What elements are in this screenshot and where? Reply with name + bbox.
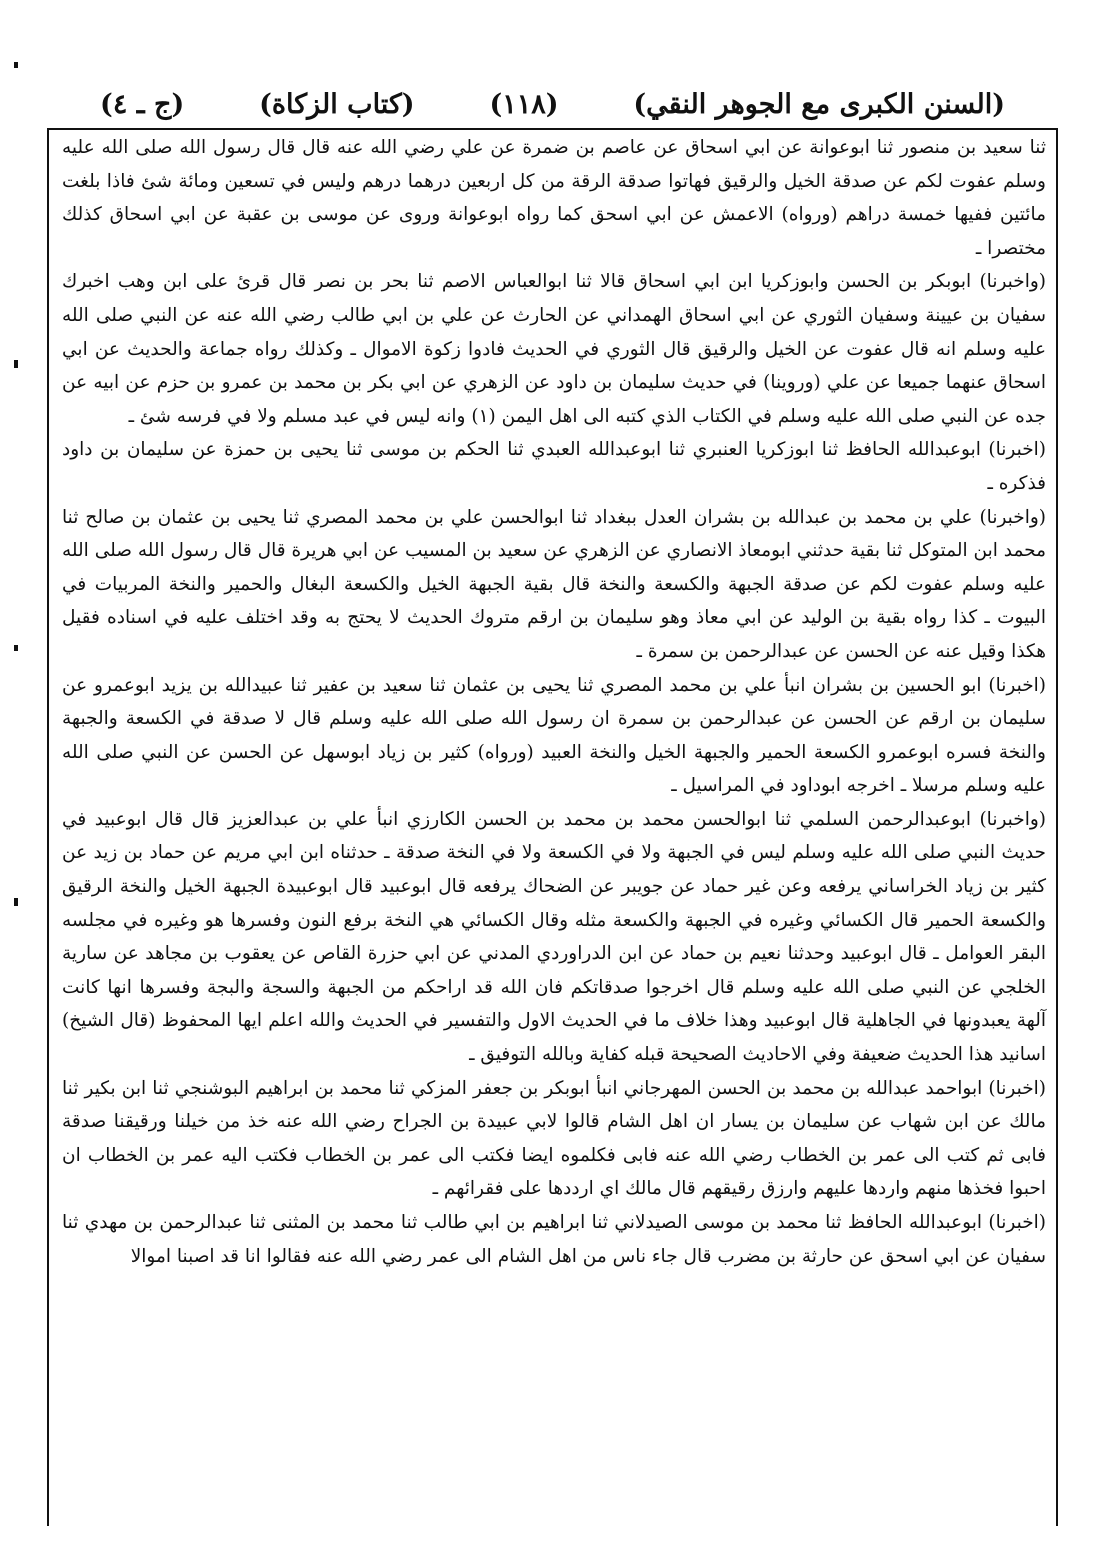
volume-label: (ج ـ ٤) <box>100 88 185 120</box>
paragraph: ثنا سعيد بن منصور ثنا ابوعوانة عن ابي اسحاق عن عاصم بن ضمرة عن علي رضي الله عنه قال قال رسول الله صلى الله عليه وسلم عفوت لكم عن صدقة الخيل والرقيق فهاتوا صدقة الرقة من كل اربعين درهما درهم وليس في تسعين ومائة شئ فاذا بلغت مائتين ففيها خمسة دراهم (ورواه) الاعمش عن ابي اسحق كما رواه ابوعوانة وروى عن موسى بن عقبة عن ابي اسحاق كذلك مختصرا ـ <box>62 137 1046 259</box>
margin-mark-3 <box>14 645 18 651</box>
margin-mark-2 <box>14 360 18 368</box>
page-header <box>100 84 1005 124</box>
paragraph: (اخبرنا) ابوعبدالله الحافظ ثنا محمد بن موسى الصيدلاني ثنا ابراهيم بن ابي طالب ثنا محمد بن المثنى ثنا عبدالرحمن بن مهدي ثنا سفيان عن ابي اسحق عن حارثة بن مضرب قال جاء ناس من اهل الشام الى عمر رضي الله عنه فقالوا انا قد اصبنا اموالا <box>62 1212 1046 1267</box>
body-text <box>62 131 1046 1273</box>
paragraph: (واخبرنا) علي بن محمد بن عبدالله بن بشران العدل ببغداد ثنا ابوالحسن علي بن محمد المصري ثنا يحيى بن عثمان بن صالح ثنا محمد ابن المتوكل ثنا بقية حدثني ابومعاذ الانصاري عن الزهري عن سعيد بن المسيب عن ابي هريرة قال قال رسول الله صلى الله عليه وسلم عفوت لكم عن صدقة الجبهة والكسعة والنخة قال بقية الجبهة الخيل والكسعة البغال والحمير والنخة المربيات في البيوت ـ كذا رواه بقية بن الوليد عن ابي معاذ وهو سليمان بن ارقم متروك الحديث لا يحتج به وقد اختلف عليه في اسناده فقيل هكذا وقيل عنه عن الحسن عن عبدالرحمن بن سمرة ـ <box>62 506 1046 662</box>
paragraph: (واخبرنا) ابوعبدالرحمن السلمي ثنا ابوالحسن محمد بن محمد بن الحسن الكارزي انبأ علي بن عبدالعزيز قال قال ابوعبيد في حديث النبي صلى الله عليه وسلم ليس في الجبهة ولا في الكسعة ولا في النخة صدقة ـ حدثناه ابن ابي مريم عن حماد بن زيد عن كثير بن زياد الخراساني يرفعه وعن غير حماد عن جويبر عن الضحاك يرفعه قال ابوعبيد قال ابوعبيدة الجبهة الخيل والنخة الرقيق والكسعة الحمير قال الكسائي وغيره في الجبهة والكسعة مثله وقال الكسائي هي النخة برفع النون وفسرها هو وغيره في مجلسه البقر العوامل ـ قال ابوعبيد وحدثنا نعيم بن حماد عن ابن الدراوردي المدني عن ابي حزرة القاص عن يعقوب بن مجاهد عن سارية الخلجي عن النبي صلى الله عليه وسلم قال اخرجوا صدقاتكم فان الله قد اراحكم من الجبهة والسجة والبجة وفسرها انها كانت آلهة يعبدونها في الجاهلية قال ابوعبيد وهذا خلاف ما في الحديث الاول والتفسير في الحديث والله اعلم ايها المحفوظ (قال الشيخ) اسانيد هذا الحديث ضعيفة وفي الاحاديث الصحيحة قبله كفاية وبالله التوفيق ـ <box>62 808 1046 1066</box>
margin-mark-4 <box>14 898 18 906</box>
margin-mark-1 <box>14 62 18 68</box>
page-number: (١١٨) <box>489 88 559 120</box>
chapter-title: (كتاب الزكاة) <box>259 88 415 120</box>
paragraph: (اخبرنا) ابواحمد عبدالله بن محمد بن الحسن المهرجاني انبأ ابوبكر بن جعفر المزكي ثنا محمد بن ابراهيم البوشنجي ثنا ابن بكير ثنا مالك عن ابن شهاب عن سليمان بن يسار ان اهل الشام قالوا لابي عبيدة بن الجراح رضي الله عنه خذ من خيلنا ورقيقنا صدقة فابى ثم كتب الى عمر بن الخطاب رضي الله عنه فابى فكلموه ايضا فكتب الى عمر بن الخطاب فكتب اليه عمر بن الخطاب ان احبوا فخذها منهم واردها عليهم وارزق رقيقهم قال مالك اي ارددها على فقرائهم ـ <box>62 1077 1046 1200</box>
paragraph: (واخبرنا) ابوبكر بن الحسن وابوزكريا ابن ابي اسحاق قالا ثنا ابوالعباس الاصم ثنا بحر بن نصر قال قرئ على ابن وهب اخبرك سفيان بن عيينة وسفيان الثوري عن ابي اسحاق الهمداني عن الحارث عن علي بن ابي طالب رضي الله عنه عن النبي صلى الله عليه وسلم انه قال عفوت عن الخيل والرقيق قال الثوري في الحديث فادوا زكوة الاموال ـ وكذلك رواه جماعة والحديث عن ابي اسحاق عنهما جميعا عن علي (وروينا) في حديث سليمان بن داود عن الزهري عن ابي بكر بن محمد بن عمرو بن حزم عن ابيه عن جده عن النبي صلى الله عليه وسلم في الكتاب الذي كتبه الى اهل اليمن (١) وانه ليس في عبد مسلم ولا في فرسه شئ ـ <box>62 271 1046 427</box>
book-title: (السنن الكبرى مع الجوهر النقي) <box>633 88 1005 120</box>
paragraph: (اخبرنا) ابو الحسين بن بشران انبأ علي بن محمد المصري ثنا يحيى بن عثمان ثنا سعيد بن عفير ثنا عبيدالله بن يزيد ابوعمرو عن سليمان بن ارقم عن الحسن عن عبدالرحمن بن سمرة ان رسول الله صلى الله عليه وسلم قال لا صدقة في الكسعة والجبهة والنخة فسره ابوعمرو الكسعة الحمير والجبهة الخيل والنخة العبيد (ورواه) كثير بن زياد ابوسهل عن الحسن عن النبي صلى الله عليه وسلم مرسلا ـ اخرجه ابوداود في المراسيل ـ <box>62 674 1046 797</box>
paragraph: (اخبرنا) ابوعبدالله الحافظ ثنا ابوزكريا العنبري ثنا ابوعبدالله العبدي ثنا الحكم بن موسى ثنا يحيى بن حمزة عن سليمان بن داود فذكره ـ <box>62 439 1046 494</box>
